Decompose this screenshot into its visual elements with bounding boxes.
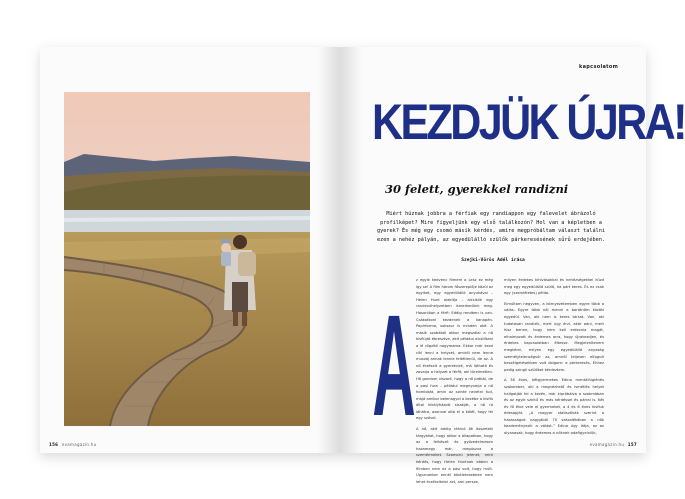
body-paragraph: milyen érdekes kihívásokkal és nehézségekkel küzd meg egy egyedülálló szülő, ha párt keres. És ez csak egy (szemléletes) példa. bbox=[504, 278, 604, 296]
headline: KEZDJÜK ÚJRA! bbox=[372, 94, 685, 150]
folio-left bbox=[47, 442, 96, 447]
page-number-left: 156 bbox=[49, 442, 59, 447]
drop-cap bbox=[372, 275, 416, 447]
byline: Szejki-Vörös Adél írása bbox=[461, 258, 525, 263]
lead-paragraph: Miért húznak jobbra a férfiak egy randiappon egy falevelet ábrázoló profilképet? Mire figyeljünk egy első találkozón? Hol van a képletben a gyerek? És még egy csomó másik kérdés, amire megpróbáltam választ találni ezen a nehéz pályán, az egyedülálló szülők párkeresésének sűrű erdejében. bbox=[377, 211, 605, 243]
body-paragraph: Elmúltam negyven, a környezetemben egyre több a válás. Egyre több női menni a barátnőm között egyedül. Van, aki nem is keres társat. Van, aki tudatosan randizik, mert úgy érzi, akár adni, mert hisz benne, hogy nem kell erdeznia magát, elhalmozott és érdemes arra, hogy újrakezdjen, és érdekes kapcsolatban éltesse. Megjelenítenem megkérni, milyen egy egyedülálló anyaság személytelenségsűr az, amiről teljesen elfogult beszélgetésekben volt dolgom: a párkeresés, Ehhez pedig szingli szülőket kérdeztem. bbox=[504, 301, 604, 372]
site-name-left: evamagazin.hu bbox=[61, 442, 97, 447]
body-paragraph: A 38 éves, kétgyermekes Edina mentálhigiénés szakember, aki a megnézhető és ismétlés helyet hallgatják fel a kezén, már kipróbálva a szakmában és az egyik szintű és más kérdéssel és párral is. Két év fő élve vele el gyermeket, a 4 és 6 éves kisfiuk édesapját. „A magyar statisztikák szerint a házasságok nagyjából 70 százalékában a nők kezdeményezik a válást.” Edina úgy látja, az az olyanasak, hogy érdemes a nőknek odafigyelniük, bbox=[504, 378, 604, 436]
section-tag: kapcsolatom bbox=[579, 64, 619, 70]
body-column-1 bbox=[416, 277, 493, 489]
drop-cap-letter: A bbox=[372, 285, 416, 447]
body-column-2 bbox=[504, 277, 604, 441]
magazine-spread bbox=[40, 47, 685, 484]
boardwalk-photo bbox=[64, 92, 310, 426]
right-page bbox=[340, 47, 685, 484]
left-page bbox=[40, 47, 340, 453]
body-paragraph: A nő, akit addig ráhívó ők összetett tárgyakat, hogy akkor a állapotban, hogy az a felkészít és győzedelmesen hazamegy már, megúszva a szemérmeket. Szomorú jelenet, mint kérdés, hogy Helen Huntnak ebben a filmben nem ez a pasi volt, hogy múlt. Ugyanakkor ennél tökéletesebben nem lehet érzékeltetni azt, ami persze, bbox=[416, 427, 493, 484]
subtitle: 30 felett, gyerekkel randizni bbox=[385, 182, 569, 196]
body-paragraph: z egyik kedvenc filmem a Lesz ez még így se! A film három főszereplője közül az egyiket, egy egyedülálló anyukával – Helen Hunt alakítja – alcsiklik egy randevúhelyzetben ismerkedünk meg. Hasonlóan a férfi: Eddig rendben is van. Csákotkoni kezdenek a kanapén. Papírforma, sokszor is minden oké. A másik szobából akkor megszólal a nő kisfiúját ébresztve, akit például elcsitítani a lé rögzítő nagymama. Ekkor már kezd cikí lenni a helyzet, amiről nem lenne muszáj annak lennie feltétlenül, de az. A nő érzéseit a gyereknek, má látható és zavarja a helyzet a férfit, aki türelmetlen. Hő gondom viszont, hogy a nő próbál, de a pasi fura – például megnyomja a nő homlokát, amin az szinte nevetni tud, majd amikor belenagyol a kezébe a kisfiú által kikályházott sisakját, a nő rá lóhátra, azonnal oltá el a kólét, hogy fel egy szóval. bbox=[416, 278, 493, 421]
folio-right bbox=[590, 442, 639, 447]
site-name-right: evamagazin.hu bbox=[589, 442, 625, 447]
gutter-shadow-right bbox=[340, 47, 362, 453]
gutter-shadow-left bbox=[318, 47, 340, 453]
page-number-right: 157 bbox=[627, 442, 637, 447]
